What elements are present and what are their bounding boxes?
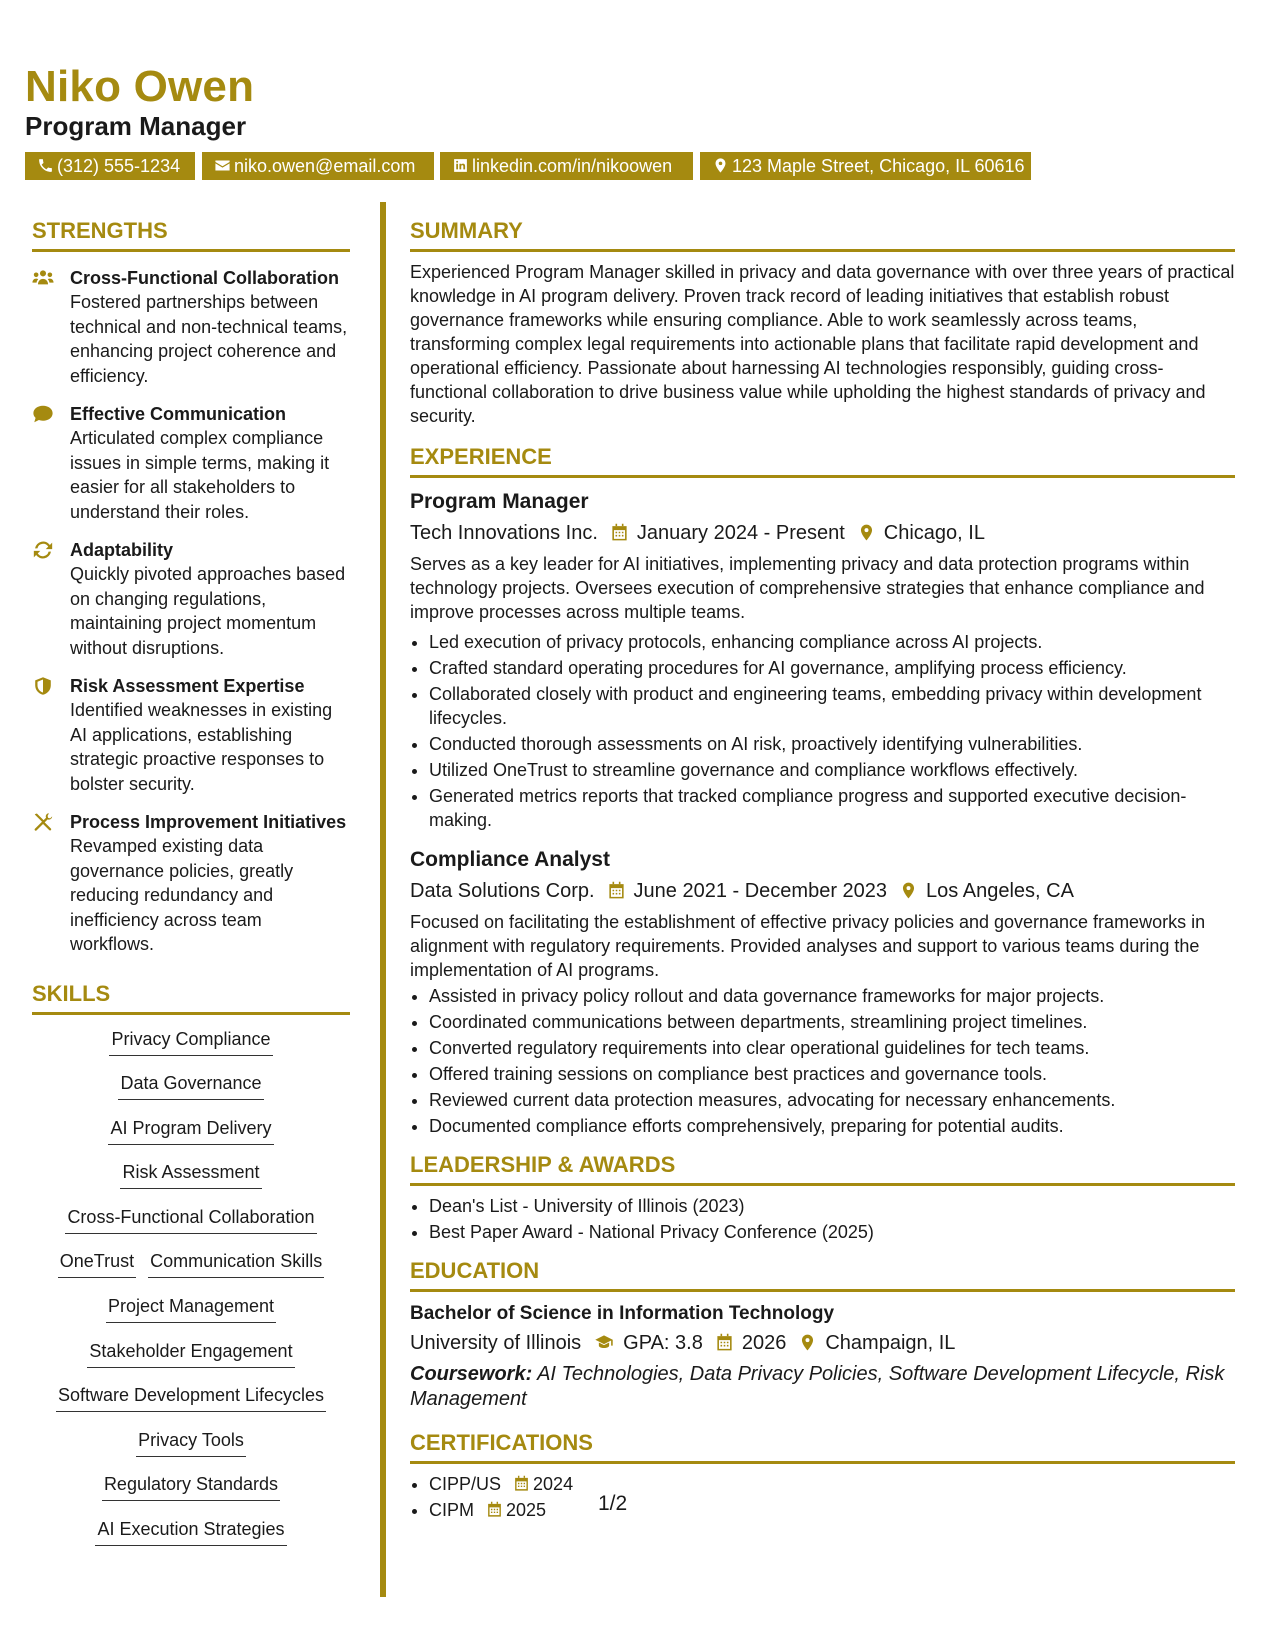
job-company: Tech Innovations Inc. [410, 522, 598, 544]
education-heading: EDUCATION [410, 1258, 1235, 1292]
skills-heading: SKILLS [32, 981, 350, 1015]
list-item: • Documented compliance efforts comprehensively, preparing for potential audits. [429, 1114, 1235, 1138]
certification-year: 2025 [506, 1500, 547, 1520]
strength-item [32, 538, 350, 660]
list-item: • Utilized OneTrust to streamline governance and compliance workflows effectively. [429, 758, 1235, 782]
skill-tag: Software Development Lifecycles [56, 1383, 326, 1412]
list-item: • Dean's List - University of Illinois (2023) [429, 1194, 1235, 1218]
leadership-heading: LEADERSHIP & AWARDS [410, 1152, 1235, 1186]
list-item: • Best Paper Award - National Privacy Conference (2025) [429, 1220, 1235, 1244]
job-dates: January 2024 - Present [636, 522, 845, 544]
calendar-icon [610, 523, 629, 542]
education-meta [410, 1328, 1235, 1358]
strength-item [32, 402, 350, 524]
envelope-icon [214, 157, 231, 174]
skill-tag: AI Execution Strategies [95, 1517, 286, 1546]
calendar-icon [486, 1501, 503, 1518]
linkedin-icon [452, 157, 469, 174]
experience-heading: EXPERIENCE [410, 444, 1235, 478]
summary-text: Experienced Program Manager skilled in privacy and data governance with over three years of practical knowledge in AI program delivery. Proven track record of leading initiatives that establish robust governance frameworks while ensuring compliance. Able to work seamlessly across teams, transforming complex legal requirements into actionable plans that facilitate rapid development and operational efficiency. Passionate about harnessing AI technologies responsibly, guiding cross-functional collaboration to drive business value while upholding the highest standards of privacy and security. [410, 262, 1235, 426]
school-location: Champaign, IL [825, 1332, 956, 1354]
certification-name: CIPP/US [429, 1474, 502, 1494]
email-chip[interactable] [202, 152, 434, 180]
map-pin-icon [712, 157, 729, 174]
skill-tag: Privacy Compliance [109, 1027, 272, 1056]
refresh-icon [32, 540, 54, 560]
map-pin-icon [798, 1333, 817, 1352]
skill-tag: Risk Assessment [120, 1160, 261, 1189]
job-description: Serves as a key leader for AI initiatives, implementing privacy and data protection programs within technology projects. Oversees execution of comprehensive strategies that enhance compliance and improve processes across multiple teams. [410, 554, 1205, 622]
summary-heading: SUMMARY [410, 218, 1235, 252]
skill-tag: AI Program Delivery [108, 1116, 273, 1145]
strength-item [32, 810, 350, 957]
coursework [410, 1362, 1235, 1412]
list-item: • Reviewed current data protection measures, advocating for necessary enhancements. [429, 1088, 1235, 1112]
page-number: 1/2 [598, 1492, 628, 1515]
graduation-year: 2026 [741, 1332, 787, 1354]
list-item: • Coordinated communications between departments, streamlining project timelines. [429, 1010, 1235, 1034]
strength-item [32, 266, 350, 388]
strength-title: Adaptability [70, 540, 174, 560]
linkedin-chip[interactable] [440, 152, 693, 180]
job-entry [410, 488, 1235, 832]
list-item: • Offered training sessions on compliance best practices and governance tools. [429, 1062, 1235, 1086]
job-bullets [410, 984, 1235, 1138]
calendar-icon [715, 1333, 734, 1352]
strengths-heading: STRENGTHS [32, 218, 350, 252]
right-column [410, 218, 1235, 1524]
list-item: • Converted regulatory requirements into clear operational guidelines for tech teams. [429, 1036, 1235, 1060]
graduation-cap-icon [593, 1333, 615, 1352]
skill-tag: Project Management [106, 1294, 276, 1323]
map-pin-icon [899, 881, 918, 900]
certification-name: CIPM [429, 1500, 474, 1520]
strength-text: Quickly pivoted approaches based on changing regulations, maintaining project momentum without disruptions. [70, 564, 346, 658]
strength-title: Cross-Functional Collaboration [70, 268, 340, 288]
map-pin-icon [857, 523, 876, 542]
list-item: • Collaborated closely with product and engineering teams, embedding privacy within development lifecycles. [429, 682, 1235, 730]
certifications-heading: CERTIFICATIONS [410, 1430, 1235, 1464]
candidate-role: Program Manager [25, 111, 247, 141]
gpa-text: GPA: 3.8 [623, 1332, 703, 1354]
job-location: Los Angeles, CA [926, 880, 1074, 902]
skill-tag: Privacy Tools [136, 1428, 246, 1457]
tools-icon [32, 812, 54, 832]
strength-text: Articulated complex compliance issues in simple terms, making it easier for all stakeholders to understand their roles. [70, 428, 330, 522]
job-meta [410, 876, 1235, 906]
job-bullets [410, 630, 1235, 832]
address-chip[interactable] [700, 152, 1031, 180]
job-dates: June 2021 - December 2023 [633, 880, 888, 902]
users-icon [32, 268, 54, 288]
skill-tag: Cross-Functional Collaboration [65, 1205, 316, 1234]
calendar-icon [607, 881, 626, 900]
address-text: 123 Maple Street, Chicago, IL 60616 [732, 156, 1025, 176]
strength-text: Fostered partnerships between technical and non-technical teams, enhancing project coherence and efficiency. [70, 292, 348, 386]
strength-title: Process Improvement Initiatives [70, 812, 347, 832]
skill-tag: Stakeholder Engagement [87, 1339, 294, 1368]
job-meta [410, 518, 1235, 548]
email-text: niko.owen@email.com [234, 156, 416, 176]
phone-icon [37, 157, 54, 174]
list-item: • Assisted in privacy policy rollout and data governance frameworks for major projects. [429, 984, 1235, 1008]
candidate-name: Niko Owen [25, 62, 255, 111]
job-company: Data Solutions Corp. [410, 880, 595, 902]
list-item: • Generated metrics reports that tracked compliance progress and supported executive decision-making. [429, 784, 1235, 832]
certification-year: 2024 [533, 1474, 574, 1494]
list-item: • Led execution of privacy protocols, enhancing compliance across AI projects. [429, 630, 1235, 654]
job-description: Focused on facilitating the establishment of effective privacy policies and governance frameworks in alignment with regulatory requirements. Provided analyses and support to various teams during the implementation of AI programs. [410, 912, 1206, 980]
left-column [32, 218, 350, 1562]
coursework-label: Coursework: [410, 1363, 533, 1385]
comment-icon [32, 404, 54, 424]
strength-text: Revamped existing data governance policies, greatly reducing redundancy and inefficiency across team workflows. [70, 836, 294, 954]
calendar-icon [513, 1475, 530, 1492]
skill-tag: Data Governance [118, 1071, 263, 1100]
list-item: • Conducted thorough assessments on AI risk, proactively identifying vulnerabilities. [429, 732, 1235, 756]
shield-icon [32, 676, 54, 696]
strength-title: Risk Assessment Expertise [70, 676, 305, 696]
certification-item [429, 1472, 1235, 1496]
school-name: University of Illinois [410, 1332, 582, 1354]
coursework-text: AI Technologies, Data Privacy Policies, Software Development Lifecycle, Risk Management [410, 1363, 1225, 1410]
phone-chip[interactable] [25, 152, 195, 180]
job-title: Program Manager [410, 490, 589, 513]
skill-tag: Communication Skills [148, 1249, 324, 1278]
linkedin-text: linkedin.com/in/nikoowen [472, 156, 673, 176]
list-item: • Crafted standard operating procedures for AI governance, amplifying process efficiency. [429, 656, 1235, 680]
column-divider [380, 202, 386, 1597]
job-entry [410, 846, 1235, 1138]
degree-title: Bachelor of Science in Information Technology [410, 1303, 835, 1324]
strength-title: Effective Communication [70, 404, 287, 424]
skill-tag: OneTrust [58, 1249, 136, 1278]
strength-text: Identified weaknesses in existing AI applications, establishing strategic proactive responses to bolster security. [70, 700, 333, 794]
certifications-list [410, 1472, 1235, 1522]
strength-item [32, 674, 350, 796]
skills-list [32, 1027, 350, 1562]
skill-tag: Regulatory Standards [102, 1472, 280, 1501]
phone-text: (312) 555-1234 [57, 156, 181, 176]
job-title: Compliance Analyst [410, 848, 610, 871]
certification-item [429, 1498, 1235, 1522]
job-location: Chicago, IL [883, 522, 985, 544]
leadership-list [410, 1194, 1235, 1244]
